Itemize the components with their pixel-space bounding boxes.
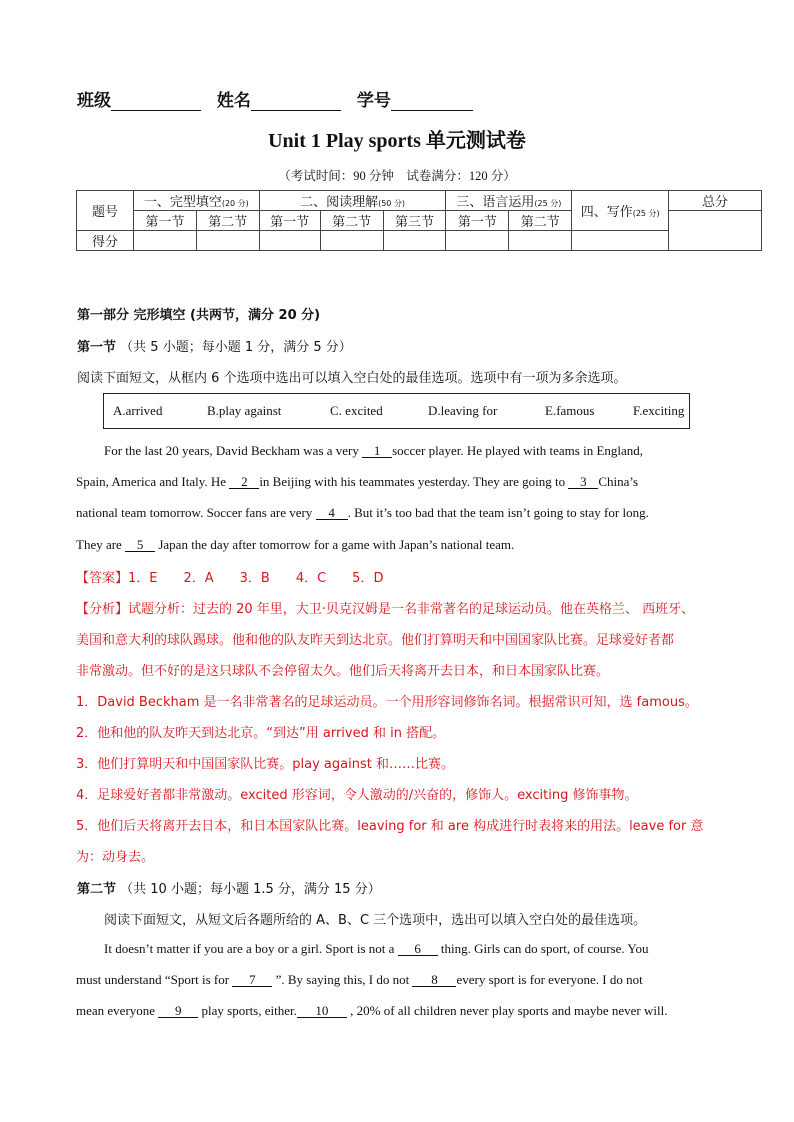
section2-label: 第二节 — [77, 882, 117, 897]
section-header: 二、阅读理解(50 分) — [259, 191, 446, 211]
total-score-cell[interactable] — [669, 211, 762, 251]
passage-line: For the last 20 years, David Beckham was a very 1 soccer player. He played with teams in England, — [104, 443, 644, 458]
page-title: Unit 1 Play sports 单元测试卷 — [268, 130, 526, 152]
option-a: A.arrived — [113, 403, 163, 418]
score-cell[interactable] — [383, 231, 446, 251]
part-header: 第一节 — [446, 211, 509, 231]
name-field[interactable] — [251, 92, 341, 111]
passage-line: They are 5 Japan the day after tomorrow for a game with Japan’s national team. — [76, 537, 515, 552]
passage-line: national team tomorrow. Soccer fans are very 4 . But it’s too bad that the team isn’t going to stay for long. — [76, 505, 649, 520]
part-header: 第一节 — [259, 211, 320, 231]
option-c: C. excited — [330, 403, 383, 418]
score-cell[interactable] — [259, 231, 320, 251]
blank-2[interactable]: 2 — [229, 475, 259, 489]
options-box — [103, 393, 690, 429]
part-header: 第二节 — [196, 211, 259, 231]
blank-4[interactable]: 4 — [316, 506, 348, 520]
part-header: 第二节 — [509, 211, 572, 231]
option-f: F.exciting — [633, 403, 685, 418]
score-cell[interactable] — [446, 231, 509, 251]
analysis-line: 【分析】试题分析：过去的 20 年里，大卫·贝克汉姆是一名非常著名的足球运动员。他在英格兰、 西班牙、 — [76, 602, 695, 617]
passage-line: Spain, America and Italy. He 2 in Beijing with his teammates yesterday. They are going to 3 China’s — [76, 474, 639, 489]
blank-9[interactable]: 9 — [158, 1004, 198, 1018]
section-header: 三、语言运用(25 分) — [446, 191, 572, 211]
blank-3[interactable]: 3 — [568, 475, 598, 489]
name-label: 姓名 — [216, 91, 251, 111]
part-header: 第二节 — [320, 211, 383, 231]
section1-instruction: 阅读下面短文，从框内 6 个选项中选出可以填入空白处的最佳选项。选项中有一项为多余选项。 — [77, 371, 627, 386]
blank-10[interactable]: 10 — [297, 1004, 347, 1018]
option-b: B.play against — [207, 403, 282, 418]
analysis-line: 3．他们打算明天和中国国家队比赛。play against 和……比赛。 — [76, 757, 454, 772]
class-field[interactable] — [111, 92, 201, 111]
section1-heading — [77, 336, 352, 355]
blank-7[interactable]: 7 — [232, 973, 272, 987]
score-table — [76, 190, 762, 251]
section-header: 一、完型填空(20 分) — [133, 191, 259, 211]
score-cell[interactable] — [572, 231, 669, 251]
student-info-line — [77, 86, 483, 111]
section2-info: （共 10 小题；每小题 1.5 分，满分 15 分） — [120, 882, 381, 897]
passage2-line: It doesn’t matter if you are a boy or a girl. Sport is not a 6 thing. Girls can do sport, of course. You — [104, 941, 649, 956]
blank-5[interactable]: 5 — [125, 538, 155, 552]
analysis-line: 为：动身去。 — [76, 850, 155, 865]
option-d: D.leaving for — [428, 403, 498, 418]
answer-key: 【答案】1．E 2．A 3．B 4．C 5．D — [76, 571, 384, 586]
score-cell[interactable] — [509, 231, 572, 251]
question-number-header: 题号 — [77, 191, 134, 231]
exam-info: （考试时间：90 分钟 试卷满分：120 分） — [278, 169, 516, 183]
section2-instruction: 阅读下面短文，从短文后各题所给的 A、B、C 三个选项中，选出可以填入空白处的最佳选项。 — [104, 913, 647, 928]
blank-8[interactable]: 8 — [412, 973, 456, 987]
score-cell[interactable] — [133, 231, 196, 251]
passage2-line: mean everyone 9 play sports, either. 10 , 20% of all children never play sports and maybe never will. — [76, 1003, 668, 1018]
analysis-line: 非常激动。但不好的是这只球队不会停留太久。他们后天将离开去日本，和日本国家队比赛。 — [76, 664, 610, 679]
score-row-header: 得分 — [77, 231, 134, 251]
analysis-line: 2．他和他的队友昨天到达北京。“到达”用 arrived 和 in 搭配。 — [76, 726, 446, 741]
analysis-line: 5．他们后天将离开去日本，和日本国家队比赛。leaving for 和 are 构成进行时表将来的用法。leave for 意 — [76, 819, 704, 834]
analysis-line: 美国和意大利的球队踢球。他和他的队友昨天到达北京。他们打算明天和中国国家队比赛。足球爱好者都 — [76, 633, 675, 648]
blank-1[interactable]: 1 — [362, 444, 392, 458]
section-header: 四、写作(25 分) — [572, 191, 669, 231]
score-cell[interactable] — [320, 231, 383, 251]
part-header: 第三节 — [383, 211, 446, 231]
passage2-line: must understand “Sport is for 7 ”. By saying this, I do not 8 every sport is for everyone. I do not — [76, 972, 643, 987]
student-id-label: 学号 — [356, 91, 391, 111]
part1-heading: 第一部分 完形填空 (共两节，满分 20 分) — [77, 308, 321, 323]
class-label: 班级 — [77, 91, 111, 111]
part-header: 第一节 — [133, 211, 196, 231]
analysis-line: 1．David Beckham 是一名非常著名的足球运动员。一个用形容词修饰名词。根据常识可知，选 famous。 — [76, 695, 698, 710]
section1-info: （共 5 小题；每小题 1 分，满分 5 分） — [120, 340, 352, 355]
section1-label: 第一节 — [77, 340, 117, 355]
option-e: E.famous — [545, 403, 595, 418]
analysis-line: 4．足球爱好者都非常激动。excited 形容词，令人激动的/兴奋的，修饰人。exciting 修饰事物。 — [76, 788, 638, 803]
student-id-field[interactable] — [391, 92, 473, 111]
blank-6[interactable]: 6 — [398, 942, 438, 956]
section2-heading — [77, 878, 381, 897]
score-cell[interactable] — [196, 231, 259, 251]
total-header: 总分 — [669, 191, 762, 211]
